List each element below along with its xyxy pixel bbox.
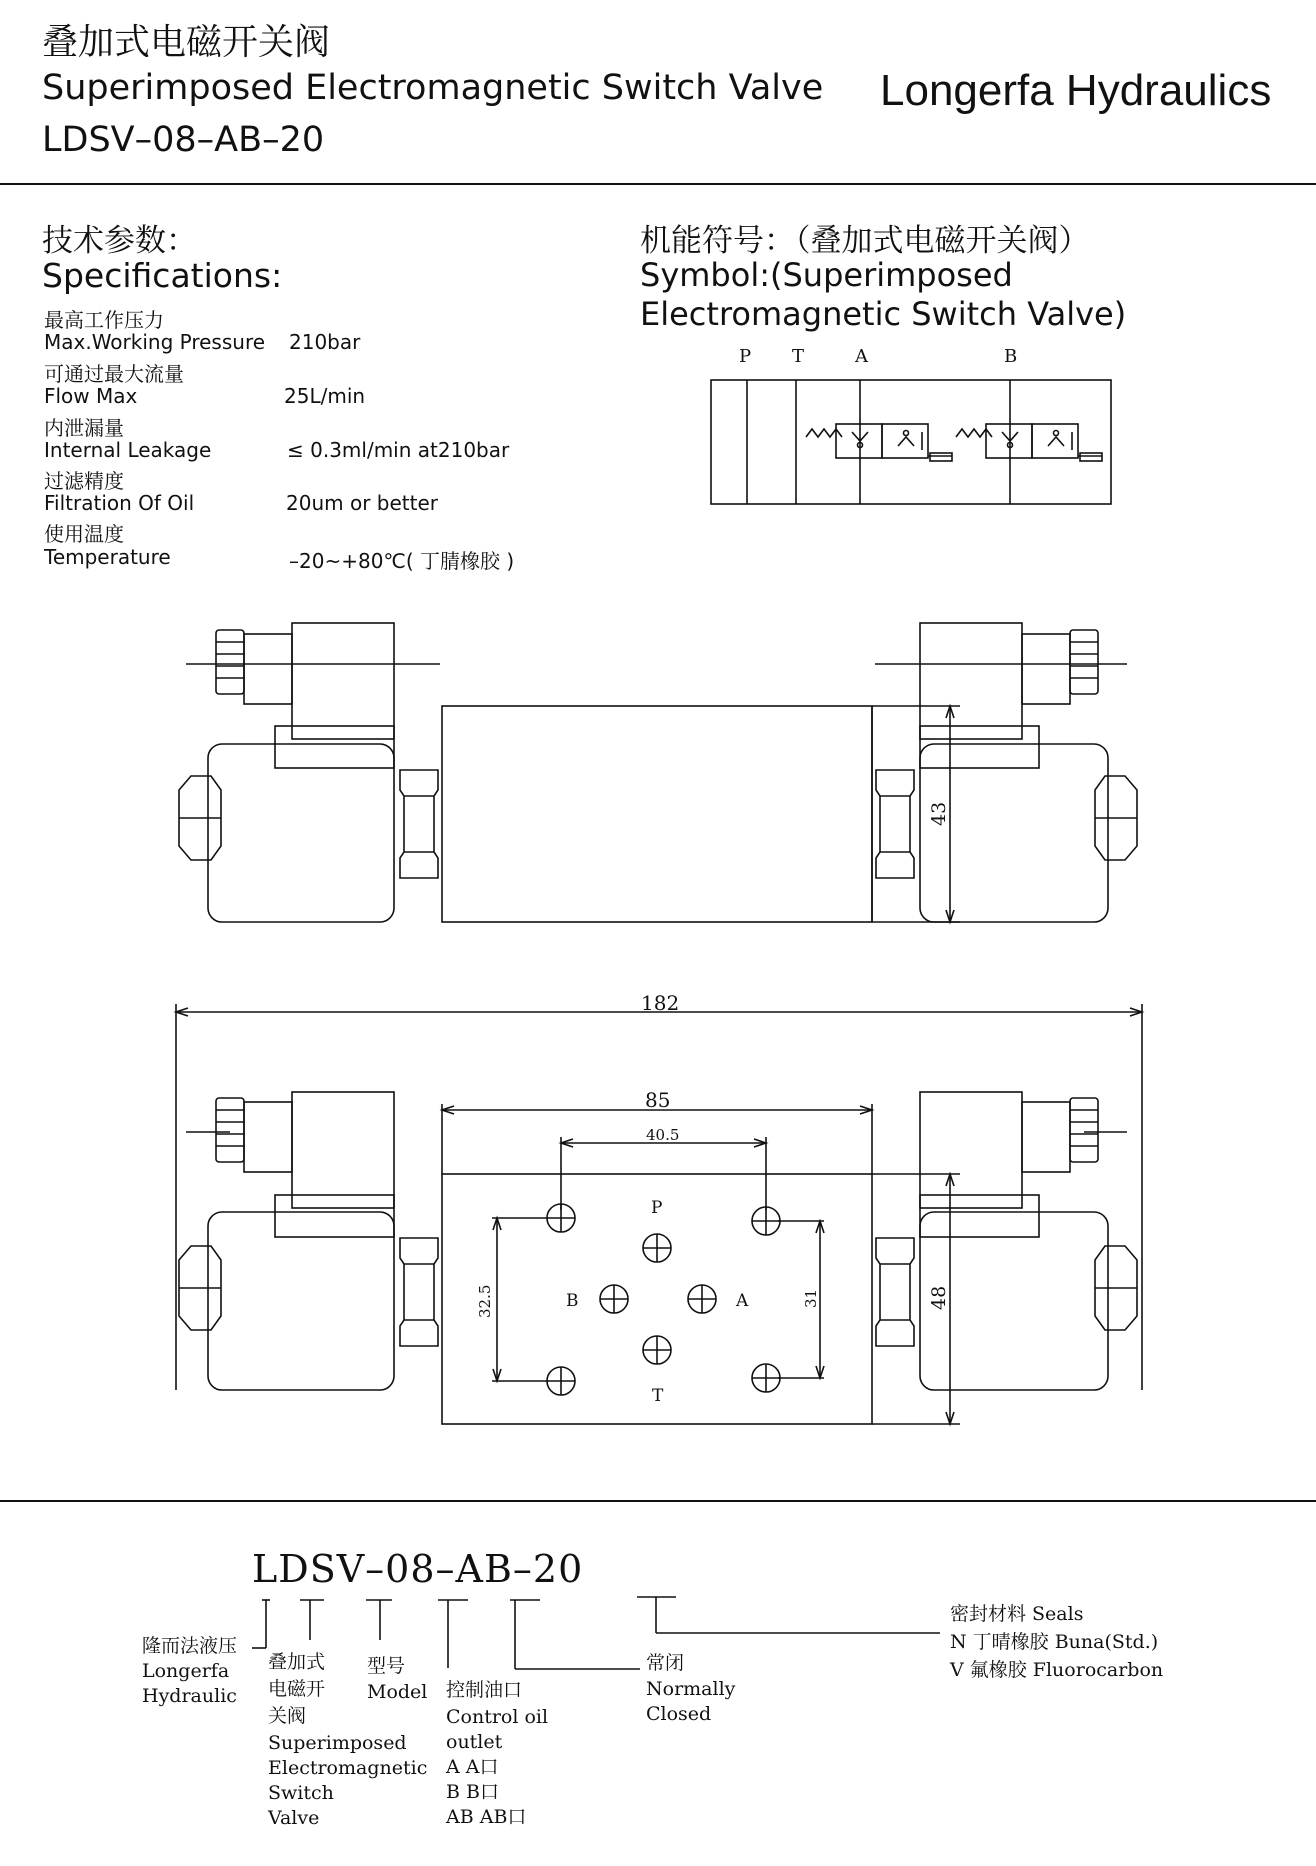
- spec-label-cn: 内泄漏量: [44, 416, 124, 440]
- symbol-heading-cn: 机能符号：（叠加式电磁开关阀）: [640, 223, 1090, 259]
- spec-label-cn: 最高工作压力: [44, 308, 164, 332]
- dim-hole-spacing-x: 40.5: [646, 1126, 680, 1144]
- dim-port-spacing: 31: [802, 1288, 820, 1308]
- legend-model-cn: 型号: [367, 1655, 406, 1677]
- legend-type-cn1: 叠加式: [268, 1651, 326, 1673]
- spec-value: 25L/min: [284, 384, 366, 408]
- spec-value: –20~+80℃( 丁腈橡胶 ): [289, 549, 515, 573]
- legend-ctrl-cn: 控制油口: [446, 1679, 523, 1701]
- spec-label-en: Internal Leakage: [44, 438, 212, 462]
- spec-label-cn: 使用温度: [44, 522, 124, 546]
- legend-seal-n: N 丁晴橡胶 Buna(Std.): [950, 1631, 1159, 1653]
- dim-body-length: 85: [645, 1088, 671, 1112]
- model-code-leaders: [252, 1597, 940, 1669]
- legend-type-en3: Switch: [268, 1782, 334, 1804]
- legend-nc-en1: Normally: [646, 1678, 736, 1700]
- dim-height-top: 43: [928, 801, 950, 826]
- legend-ctrl-en2: outlet: [446, 1731, 503, 1753]
- symbol-port-p: P: [739, 346, 752, 367]
- spec-label-cn: 可通过最大流量: [44, 362, 184, 386]
- spec-label-en: Filtration Of Oil: [44, 491, 195, 515]
- port-label-p: P: [651, 1198, 663, 1218]
- dim-height-bottom: 48: [928, 1285, 950, 1310]
- legend-ctrl-a: A A口: [446, 1756, 499, 1778]
- legend-ctrl-ab: AB AB口: [446, 1806, 527, 1828]
- legend-brand-en2: Hydraulic: [142, 1685, 237, 1707]
- symbol-heading-en-line2: Electromagnetic Switch Valve): [640, 295, 1127, 333]
- spec-label-cn: 过滤精度: [44, 469, 124, 493]
- legend-type-en1: Superimposed: [268, 1732, 407, 1754]
- legend-type-cn2: 电磁开: [268, 1678, 326, 1700]
- symbol-port-b: B: [1004, 346, 1018, 367]
- specifications-heading-cn: 技术参数：: [42, 223, 197, 259]
- spec-label-en: Flow Max: [44, 384, 138, 408]
- legend-type-cn3: 关阀: [268, 1705, 307, 1727]
- spec-value: 210bar: [289, 330, 361, 354]
- legend-type-en2: Electromagnetic: [268, 1757, 428, 1779]
- spec-label-en: Temperature: [44, 545, 171, 569]
- port-holes: [600, 1234, 716, 1364]
- port-label-t: T: [652, 1386, 664, 1406]
- legend-brand-cn: 隆而法液压: [142, 1635, 238, 1657]
- brand-name: Longerfa Hydraulics: [880, 66, 1272, 115]
- legend-nc-cn: 常闭: [646, 1652, 685, 1674]
- legend-nc-en2: Closed: [646, 1703, 712, 1725]
- hydraulic-symbol: [711, 380, 1111, 504]
- specifications-heading-en: Specifications:: [42, 256, 283, 295]
- spec-value: 20um or better: [286, 491, 438, 515]
- section-divider: [0, 1500, 1316, 1502]
- spec-value: ≤ 0.3ml/min at210bar: [287, 438, 510, 462]
- port-label-b: B: [566, 1291, 579, 1311]
- title-chinese: 叠加式电磁开关阀: [42, 22, 331, 63]
- symbol-port-a: A: [855, 346, 868, 367]
- legend-type-en4: Valve: [268, 1807, 320, 1829]
- model-number-heading: LDSV–08–AB–20: [42, 120, 325, 160]
- legend-model-en: Model: [367, 1681, 428, 1703]
- legend-seal-v: V 氟橡胶 Fluorocarbon: [950, 1659, 1164, 1681]
- side-view: [179, 623, 1137, 922]
- model-code: LDSV–08–AB–20: [252, 1547, 584, 1591]
- spec-label-en: Max.Working Pressure: [44, 330, 266, 354]
- title-english: Superimposed Electromagnetic Switch Valve: [42, 68, 824, 108]
- symbol-port-t: T: [792, 346, 805, 367]
- dim-total-length: 182: [641, 991, 680, 1015]
- legend-ctrl-b: B B口: [446, 1781, 499, 1803]
- dim-hole-spacing-y: 32.5: [476, 1284, 494, 1318]
- legend-ctrl-en1: Control oil: [446, 1706, 549, 1728]
- legend-brand-en1: Longerfa: [142, 1660, 230, 1682]
- symbol-heading-en-line1: Symbol:(Superimposed: [640, 256, 1013, 294]
- legend-seal-heading: 密封材料 Seals: [950, 1603, 1084, 1625]
- port-label-a: A: [736, 1291, 749, 1311]
